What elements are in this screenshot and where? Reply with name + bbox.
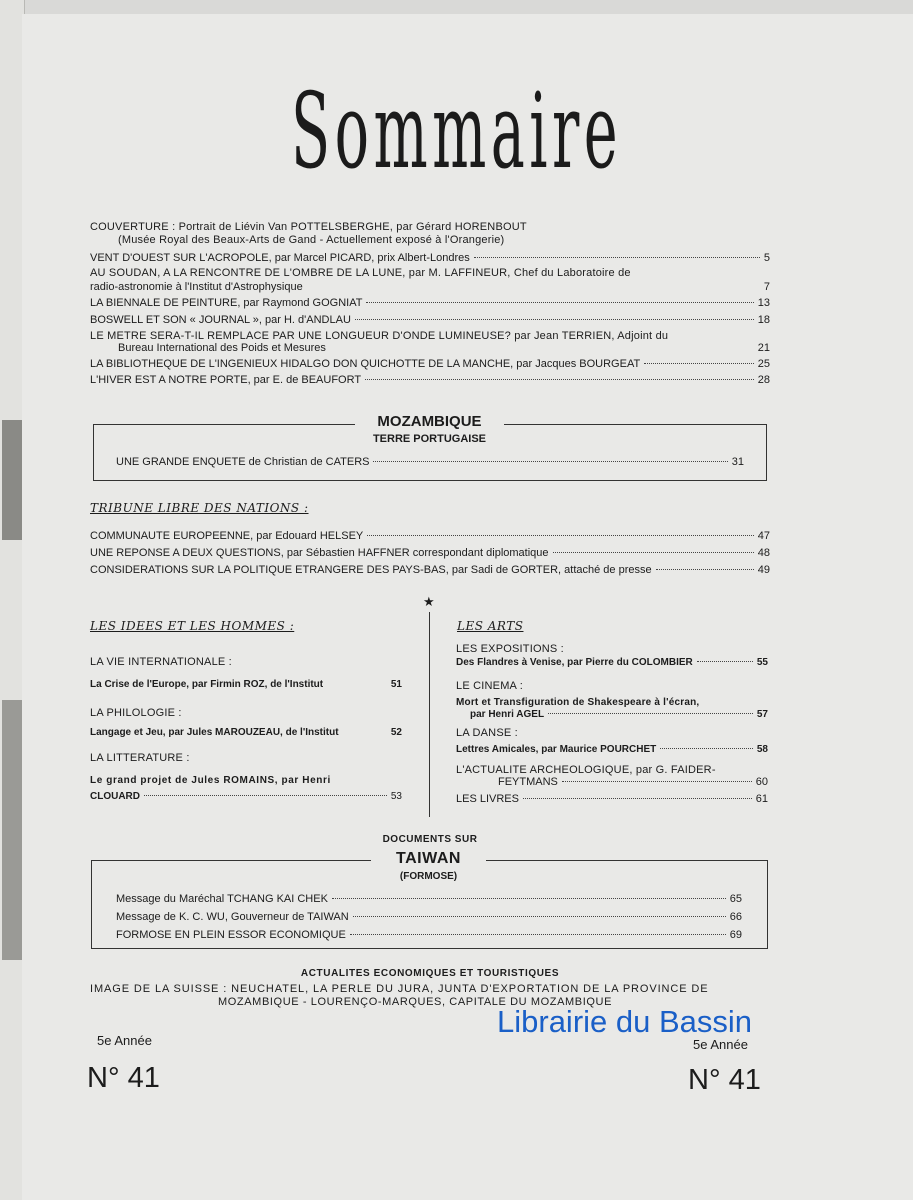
seller-watermark: Librairie du Bassin: [497, 1004, 753, 1039]
toc-entry[interactable]: Des Flandres à Venise, par Pierre du COLOMBIER 55: [456, 657, 768, 668]
issue-number-right: N° 41: [688, 1064, 761, 1096]
taiwan-subtitle: (FORMOSE): [399, 871, 458, 882]
toc-entry[interactable]: Mort et Transfiguration de Shakespeare à l'écran,: [456, 697, 700, 708]
toc-entry[interactable]: Le grand projet de Jules ROMAINS, par Henri: [90, 775, 331, 786]
taiwan-pre: DOCUMENTS SUR: [382, 834, 478, 845]
toc-entry[interactable]: L'ACTUALITE ARCHEOLOGIQUE, par G. FAIDER-: [456, 764, 716, 776]
toc-entry[interactable]: UNE GRANDE ENQUETE de Christian de CATERS 31: [116, 456, 744, 468]
issue-number-left: N° 41: [87, 1062, 160, 1094]
toc-entry[interactable]: LE METRE SERA-T-IL REMPLACE PAR UNE LONGUEUR D'ONDE LUMINEUSE? par Jean TERRIEN, Adjoint du: [90, 330, 669, 342]
column-divider: [429, 612, 430, 817]
toc-entry[interactable]: Message du Maréchal TCHANG KAI CHEK 65: [116, 893, 742, 905]
toc-entry[interactable]: L'HIVER EST A NOTRE PORTE, par E. de BEAUFORT 28: [90, 374, 770, 386]
toc-entry[interactable]: CONSIDERATIONS SUR LA POLITIQUE ETRANGERE DES PAYS-BAS, par Sadi de GORTER, attaché de presse 49: [90, 564, 770, 576]
toc-entry[interactable]: LA BIBLIOTHEQUE DE L'INGENIEUX HIDALGO DON QUICHOTTE DE LA MANCHE, par Jacques BOURGEAT 25: [90, 358, 770, 370]
star-icon: ★: [423, 594, 435, 609]
mozambique-title: MOZAMBIQUE: [377, 413, 482, 430]
toc-entry-cont[interactable]: par Henri AGEL 57: [470, 709, 768, 720]
toc-entry-cont[interactable]: Bureau International des Poids et Mesures 21: [118, 342, 770, 354]
toc-entry[interactable]: Langage et Jeu, par Jules MAROUZEAU, de l'Institut 52: [90, 727, 402, 738]
section-heading-arts: LES ARTS: [457, 619, 524, 633]
strip-illustration: [2, 700, 22, 960]
issue-year-right: 5e Année: [693, 1037, 748, 1052]
cover-credit-line1: COUVERTURE : Portrait de Liévin Van POTTELSBERGHE, par Gérard HORENBOUT: [90, 221, 527, 233]
toc-entry-cont[interactable]: radio-astronomie à l'Institut d'Astrophysique 7: [90, 281, 770, 293]
actualites-title: ACTUALITES ECONOMIQUES ET TOURISTIQUES: [300, 968, 560, 979]
mozambique-subtitle: TERRE PORTUGAISE: [372, 433, 487, 445]
subsection-label: LA PHILOLOGIE :: [90, 707, 182, 719]
toc-entry[interactable]: Lettres Amicales, par Maurice POURCHET 58: [456, 744, 768, 755]
toc-entry[interactable]: AU SOUDAN, A LA RENCONTRE DE L'OMBRE DE LA LUNE, par M. LAFFINEUR, Chef du Laboratoire de: [90, 267, 631, 279]
toc-entry-cont[interactable]: FEYTMANS 60: [498, 776, 768, 788]
page-title: Sommaire: [291, 70, 622, 192]
subsection-label: LE CINEMA :: [456, 680, 523, 692]
toc-entry[interactable]: La Crise de l'Europe, par Firmin ROZ, de l'Institut 51: [90, 679, 402, 690]
actualites-line2: MOZAMBIQUE - LOURENÇO-MARQUES, CAPITALE DU MOZAMBIQUE: [218, 996, 613, 1008]
toc-entry[interactable]: LES LIVRES 61: [456, 793, 768, 805]
issue-year-left: 5e Année: [97, 1033, 152, 1048]
toc-entry[interactable]: COMMUNAUTE EUROPEENNE, par Edouard HELSEY 47: [90, 530, 770, 542]
subsection-label: LA DANSE :: [456, 727, 518, 739]
subsection-label: LES EXPOSITIONS :: [456, 643, 564, 655]
subsection-label: LA VIE INTERNATIONALE :: [90, 656, 232, 668]
toc-entry[interactable]: BOSWELL ET SON « JOURNAL », par H. d'ANDLAU 18: [90, 314, 770, 326]
toc-entry[interactable]: FORMOSE EN PLEIN ESSOR ECONOMIQUE 69: [116, 929, 742, 941]
toc-entry[interactable]: UNE REPONSE A DEUX QUESTIONS, par Sébastien HAFFNER correspondant diplomatique 48: [90, 547, 770, 559]
strip-illustration: [2, 420, 22, 540]
cover-credit-line2: (Musée Royal des Beaux-Arts de Gand - Actuellement exposé à l'Orangerie): [118, 234, 505, 246]
toc-entry[interactable]: LA BIENNALE DE PEINTURE, par Raymond GOGNIAT 13: [90, 297, 770, 309]
toc-entry[interactable]: VENT D'OUEST SUR L'ACROPOLE, par Marcel PICARD, prix Albert-Londres 5: [90, 252, 770, 264]
section-heading-tribune: TRIBUNE LIBRE DES NATIONS :: [90, 501, 309, 515]
actualites-line1: IMAGE DE LA SUISSE : NEUCHATEL, LA PERLE DU JURA, JUNTA D'EXPORTATION DE LA PROVINCE DE: [90, 983, 709, 995]
toc-entry-cont[interactable]: CLOUARD 53: [90, 791, 402, 802]
taiwan-title: TAIWAN: [396, 850, 461, 867]
subsection-label: LA LITTERATURE :: [90, 752, 190, 764]
section-heading-idees: LES IDEES ET LES HOMMES :: [90, 619, 295, 633]
toc-entry[interactable]: Message de K. C. WU, Gouverneur de TAIWAN 66: [116, 911, 742, 923]
